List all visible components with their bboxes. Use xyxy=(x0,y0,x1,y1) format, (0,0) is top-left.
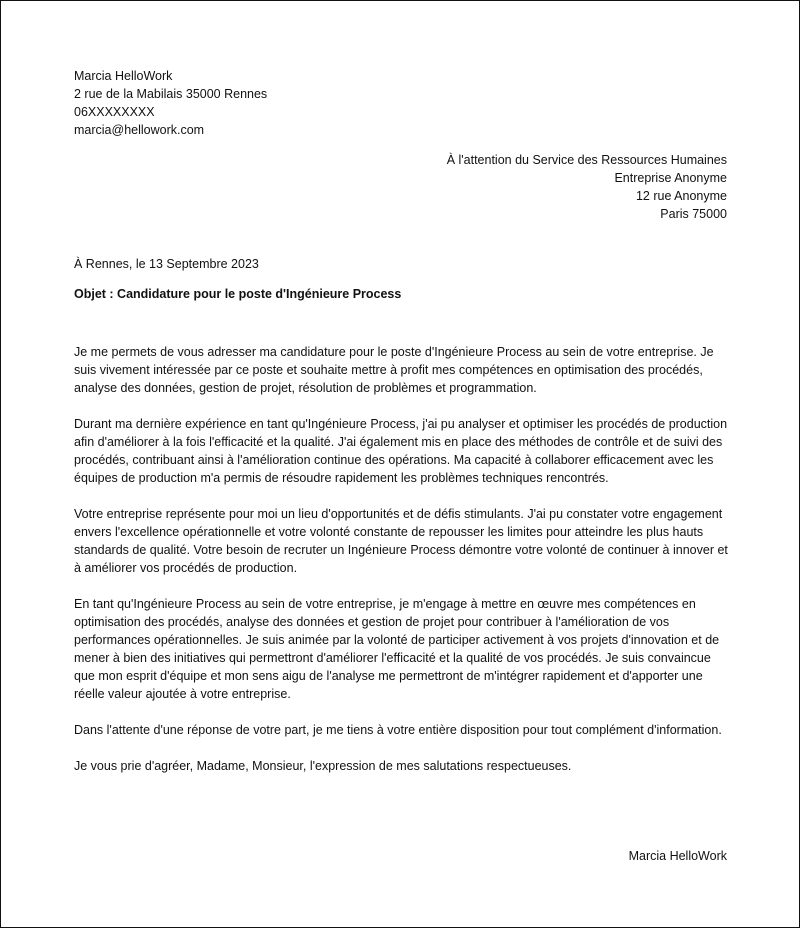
body-paragraph-intro: Je me permets de vous adresser ma candidature pour le poste d'Ingénieure Process au sein de votre entreprise. Je suis vivement intéressée par ce poste et souhaite mettre à profit mes compétences en optimisation des procédés, analyse des données, gestion de projet, résolution de problèmes et programmation. xyxy=(74,345,714,395)
body-paragraph-commitment: En tant qu'Ingénieure Process au sein de votre entreprise, je m'engage à mettre en œuvre mes compétences en optimisation des procédés, analyse des données et gestion de projet pour contribuer à l'amélioration de vos performances opérationnelles. Je suis animée par la volonté de participer activement à vos projets d'innovation et de mener à bien des initiatives qui permettront d'améliorer l'efficacité et la qualité de vos procédés. Je suis convaincue que mon esprit d'équipe et mon sens aigu de l'analyse me permettront de m'intégrer rapidement et d'apporter une réelle valeur ajoutée à votre entreprise. xyxy=(74,597,720,701)
sender-block xyxy=(74,67,267,139)
recipient-city: Paris 75000 xyxy=(660,207,727,221)
recipient-attention: À l'attention du Service des Ressources Humaines xyxy=(446,153,727,167)
letter-body xyxy=(74,343,730,793)
sender-name: Marcia HelloWork xyxy=(74,69,173,83)
body-paragraph-closing: Je vous prie d'agréer, Madame, Monsieur, l'expression de mes salutations respectueuses. xyxy=(74,759,572,773)
sender-email: marcia@hellowork.com xyxy=(74,123,205,137)
body-paragraph-availability: Dans l'attente d'une réponse de votre part, je me tiens à votre entière disposition pour tout complément d'information. xyxy=(74,723,722,737)
subject-line: Objet : Candidature pour le poste d'Ingénieure Process xyxy=(74,287,402,301)
sender-phone: 06XXXXXXXX xyxy=(74,105,155,119)
date-line: À Rennes, le 13 Septembre 2023 xyxy=(74,257,259,271)
recipient-company: Entreprise Anonyme xyxy=(614,171,727,185)
body-paragraph-company: Votre entreprise représente pour moi un lieu d'opportunités et de défis stimulants. J'ai pu constater votre engagement envers l'excellence opérationnelle et votre volonté constante de repousser les limites pour atteindre les plus hauts standards de qualité. Votre besoin de recruter un Ingénieure Process démontre votre volonté de continuer à innover et à améliorer vos procédés de production. xyxy=(74,507,728,575)
recipient-street: 12 rue Anonyme xyxy=(635,189,727,203)
signature: Marcia HelloWork xyxy=(628,849,727,863)
recipient-block xyxy=(447,151,727,223)
body-paragraph-experience: Durant ma dernière expérience en tant qu'Ingénieure Process, j'ai pu analyser et optimiser les procédés de production afin d'améliorer à la fois l'efficacité et la qualité. J'ai également mis en place des méthodes de contrôle et de suivi des procédés, contribuant ainsi à l'amélioration continue des opérations. Ma capacité à collaborer efficacement avec les équipes de production m'a permis de résoudre rapidement les problèmes techniques rencontrés. xyxy=(74,417,728,485)
sender-address: 2 rue de la Mabilais 35000 Rennes xyxy=(74,87,268,101)
